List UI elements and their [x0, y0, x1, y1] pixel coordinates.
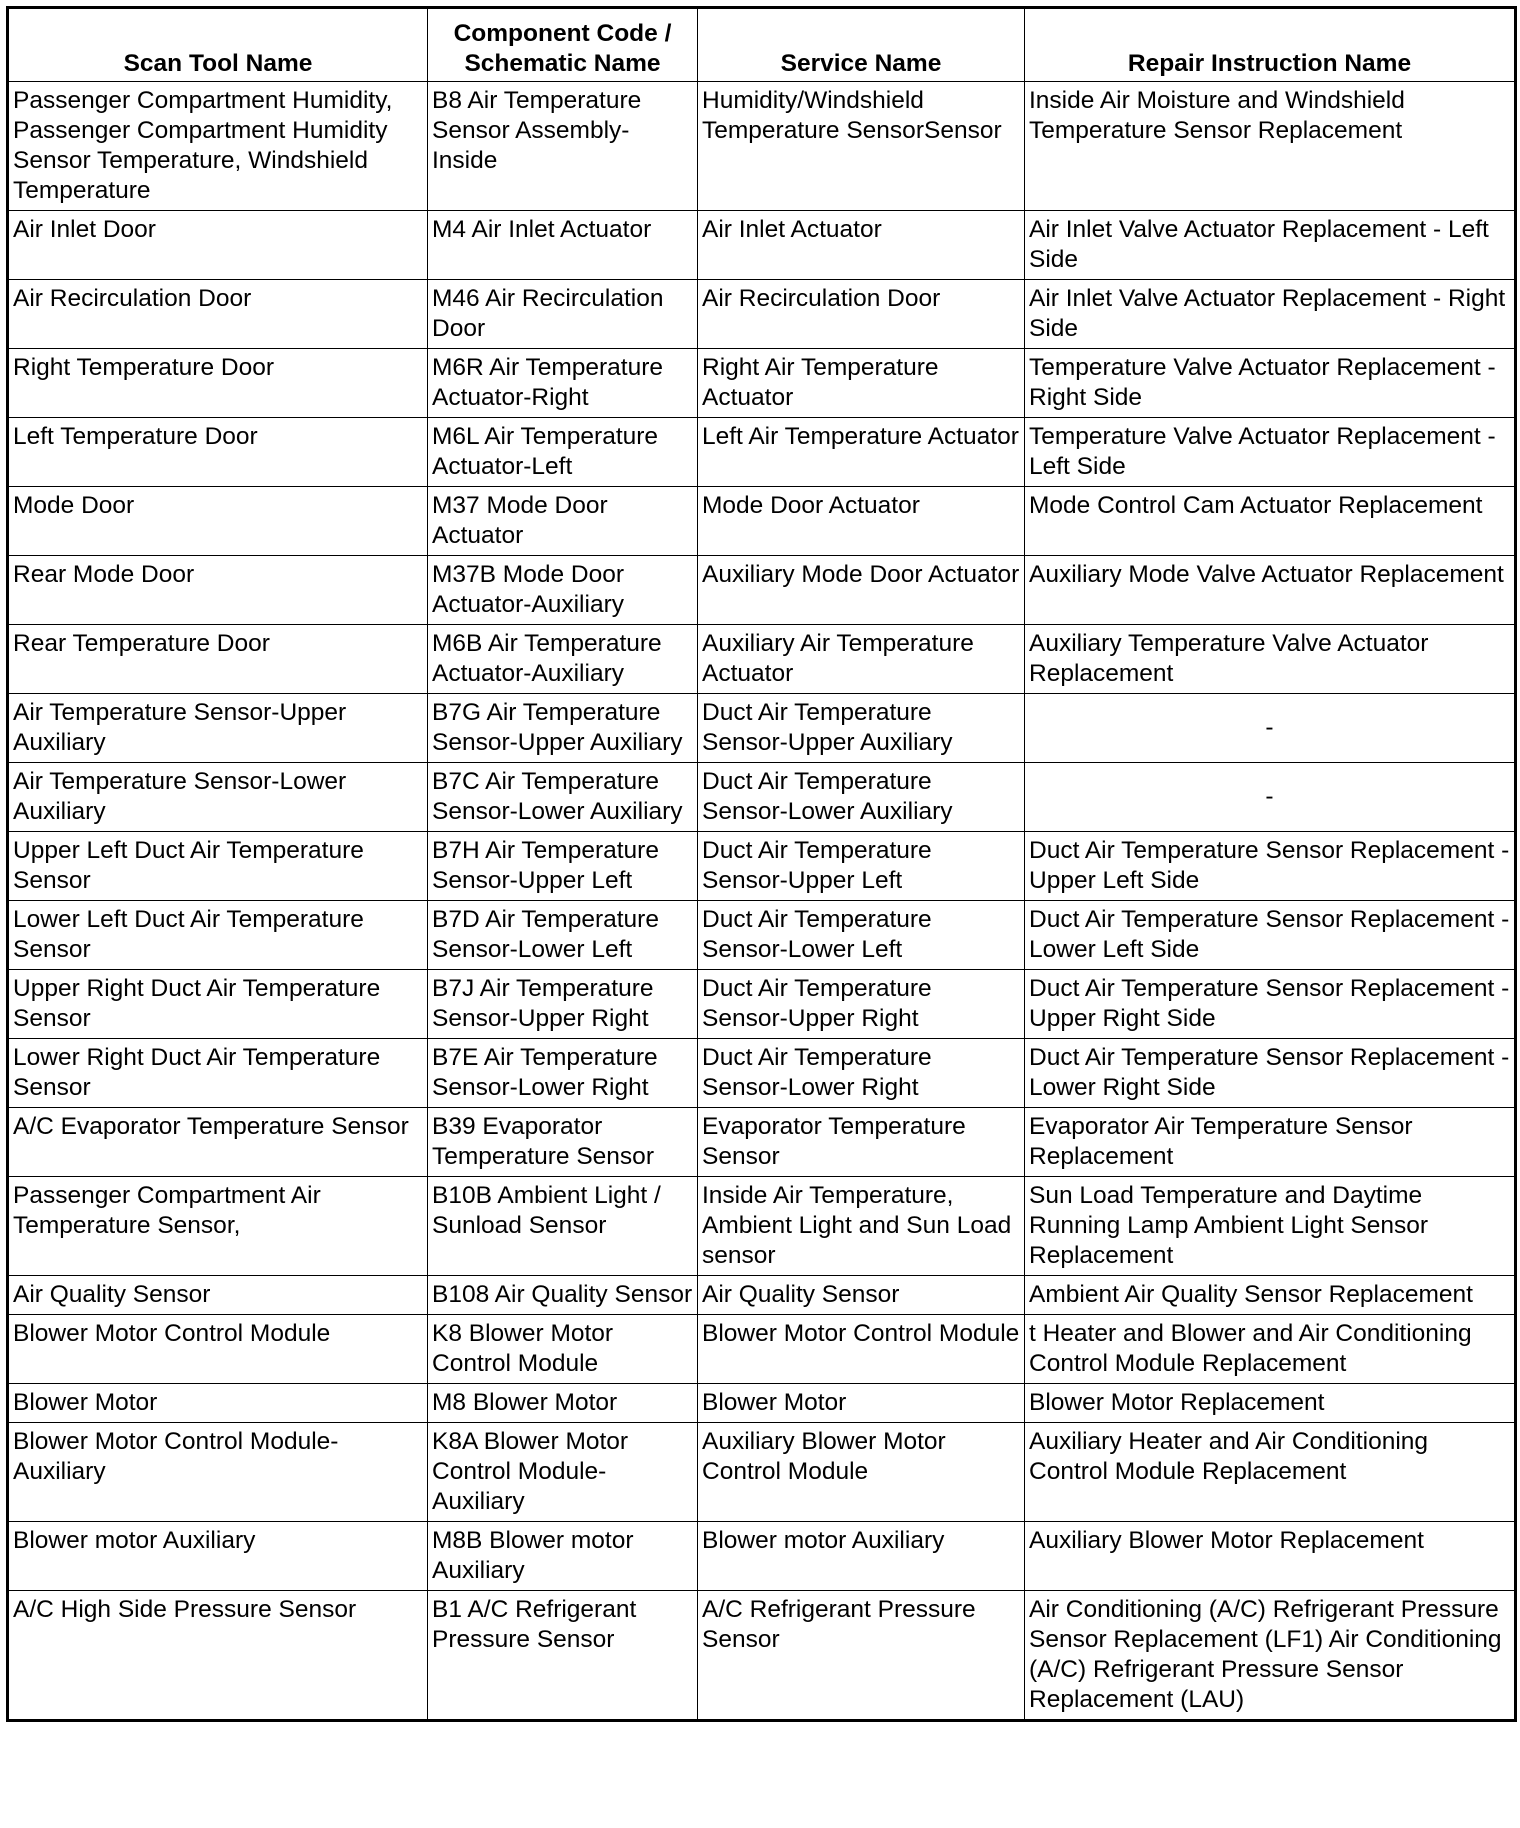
repair-instruction-cell: Auxiliary Mode Valve Actuator Replacement — [1025, 556, 1516, 625]
repair-instruction-cell: Evaporator Air Temperature Sensor Replacement — [1025, 1108, 1516, 1177]
scan-tool-name-cell: Passenger Compartment Air Temperature Sensor, — [8, 1177, 428, 1276]
scan-tool-name-cell: Rear Temperature Door — [8, 625, 428, 694]
component-code-cell: K8 Blower Motor Control Module — [428, 1315, 698, 1384]
scan-tool-name-cell: Blower Motor Control Module — [8, 1315, 428, 1384]
repair-instruction-cell: Auxiliary Temperature Valve Actuator Replacement — [1025, 625, 1516, 694]
component-code-cell: M6R Air Temperature Actuator-Right — [428, 349, 698, 418]
scan-tool-name-cell: Air Quality Sensor — [8, 1276, 428, 1315]
scan-tool-name-cell: Air Temperature Sensor-Lower Auxiliary — [8, 763, 428, 832]
table-row — [8, 1522, 1516, 1591]
scan-tool-name-cell: Lower Right Duct Air Temperature Sensor — [8, 1039, 428, 1108]
component-name-table — [6, 6, 1517, 1722]
component-code-cell: B7E Air Temperature Sensor-Lower Right — [428, 1039, 698, 1108]
table-row — [8, 349, 1516, 418]
service-name-cell: Left Air Temperature Actuator — [698, 418, 1025, 487]
component-code-cell: M37 Mode Door Actuator — [428, 487, 698, 556]
repair-instruction-cell: Air Inlet Valve Actuator Replacement - Left Side — [1025, 211, 1516, 280]
service-name-cell: Blower motor Auxiliary — [698, 1522, 1025, 1591]
repair-instruction-cell: Temperature Valve Actuator Replacement - Right Side — [1025, 349, 1516, 418]
service-name-cell: Auxiliary Blower Motor Control Module — [698, 1423, 1025, 1522]
table-row — [8, 970, 1516, 1039]
service-name-cell: Blower Motor Control Module — [698, 1315, 1025, 1384]
component-code-cell: B7G Air Temperature Sensor-Upper Auxiliary — [428, 694, 698, 763]
scan-tool-name-cell: Upper Left Duct Air Temperature Sensor — [8, 832, 428, 901]
component-code-cell: M6L Air Temperature Actuator-Left — [428, 418, 698, 487]
scan-tool-name-cell: A/C Evaporator Temperature Sensor — [8, 1108, 428, 1177]
service-name-cell: Duct Air Temperature Sensor-Lower Auxiliary — [698, 763, 1025, 832]
repair-instruction-cell: Ambient Air Quality Sensor Replacement — [1025, 1276, 1516, 1315]
repair-instruction-cell: Temperature Valve Actuator Replacement - Left Side — [1025, 418, 1516, 487]
scan-tool-name-cell: Passenger Compartment Humidity, Passenger Compartment Humidity Sensor Temperature, Windshield Temperature — [8, 82, 428, 211]
service-name-cell: Duct Air Temperature Sensor-Upper Auxiliary — [698, 694, 1025, 763]
table-row — [8, 487, 1516, 556]
table-row — [8, 1177, 1516, 1276]
table-row — [8, 418, 1516, 487]
scan-tool-name-cell: A/C High Side Pressure Sensor — [8, 1591, 428, 1721]
table-row — [8, 901, 1516, 970]
service-name-cell: Air Inlet Actuator — [698, 211, 1025, 280]
repair-instruction-cell: t Heater and Blower and Air Conditioning Control Module Replacement — [1025, 1315, 1516, 1384]
component-code-cell: B7H Air Temperature Sensor-Upper Left — [428, 832, 698, 901]
scan-tool-name-cell: Mode Door — [8, 487, 428, 556]
scan-tool-name-cell: Air Inlet Door — [8, 211, 428, 280]
table-row — [8, 556, 1516, 625]
repair-instruction-cell: Blower Motor Replacement — [1025, 1384, 1516, 1423]
scan-tool-name-cell: Rear Mode Door — [8, 556, 428, 625]
table-row — [8, 211, 1516, 280]
header-scan-tool-name: Scan Tool Name — [8, 8, 428, 82]
component-code-cell: M8 Blower Motor — [428, 1384, 698, 1423]
component-code-cell: M4 Air Inlet Actuator — [428, 211, 698, 280]
table-row — [8, 1423, 1516, 1522]
service-name-cell: Inside Air Temperature, Ambient Light and Sun Load sensor — [698, 1177, 1025, 1276]
table-row — [8, 1315, 1516, 1384]
component-code-cell: B10B Ambient Light / Sunload Sensor — [428, 1177, 698, 1276]
scan-tool-name-cell: Blower motor Auxiliary — [8, 1522, 428, 1591]
table-row — [8, 1108, 1516, 1177]
scan-tool-name-cell: Air Recirculation Door — [8, 280, 428, 349]
repair-instruction-cell: Duct Air Temperature Sensor Replacement - Upper Left Side — [1025, 832, 1516, 901]
service-name-cell: Duct Air Temperature Sensor-Lower Left — [698, 901, 1025, 970]
service-name-cell: Evaporator Temperature Sensor — [698, 1108, 1025, 1177]
service-name-cell: Air Quality Sensor — [698, 1276, 1025, 1315]
scan-tool-name-cell: Air Temperature Sensor-Upper Auxiliary — [8, 694, 428, 763]
repair-instruction-cell: Sun Load Temperature and Daytime Running Lamp Ambient Light Sensor Replacement — [1025, 1177, 1516, 1276]
repair-instruction-cell: Duct Air Temperature Sensor Replacement - Upper Right Side — [1025, 970, 1516, 1039]
service-name-cell: Auxiliary Mode Door Actuator — [698, 556, 1025, 625]
table-row — [8, 694, 1516, 763]
component-code-cell: M6B Air Temperature Actuator-Auxiliary — [428, 625, 698, 694]
service-name-cell: Duct Air Temperature Sensor-Upper Right — [698, 970, 1025, 1039]
component-code-cell: B7C Air Temperature Sensor-Lower Auxiliary — [428, 763, 698, 832]
scan-tool-name-cell: Right Temperature Door — [8, 349, 428, 418]
table-row — [8, 1039, 1516, 1108]
header-service-name: Service Name — [698, 8, 1025, 82]
header-row — [8, 8, 1516, 82]
service-name-cell: Auxiliary Air Temperature Actuator — [698, 625, 1025, 694]
table-row — [8, 1384, 1516, 1423]
repair-instruction-cell: Duct Air Temperature Sensor Replacement - Lower Right Side — [1025, 1039, 1516, 1108]
header-component-code: Component Code / Schematic Name — [428, 8, 698, 82]
service-name-cell: Right Air Temperature Actuator — [698, 349, 1025, 418]
component-code-cell: B7D Air Temperature Sensor-Lower Left — [428, 901, 698, 970]
repair-instruction-cell: Duct Air Temperature Sensor Replacement - Lower Left Side — [1025, 901, 1516, 970]
scan-tool-name-cell: Blower Motor — [8, 1384, 428, 1423]
table-row — [8, 82, 1516, 211]
component-code-cell: B39 Evaporator Temperature Sensor — [428, 1108, 698, 1177]
component-code-cell: M8B Blower motor Auxiliary — [428, 1522, 698, 1591]
component-code-cell: K8A Blower Motor Control Module-Auxiliary — [428, 1423, 698, 1522]
header-repair-instruction-name: Repair Instruction Name — [1025, 8, 1516, 82]
service-name-cell: Duct Air Temperature Sensor-Lower Right — [698, 1039, 1025, 1108]
repair-instruction-cell: Inside Air Moisture and Windshield Temperature Sensor Replacement — [1025, 82, 1516, 211]
table-row — [8, 280, 1516, 349]
service-name-cell: Mode Door Actuator — [698, 487, 1025, 556]
repair-instruction-cell: - — [1025, 763, 1516, 832]
service-name-cell: Air Recirculation Door — [698, 280, 1025, 349]
component-code-cell: M46 Air Recirculation Door — [428, 280, 698, 349]
component-code-cell: M37B Mode Door Actuator-Auxiliary — [428, 556, 698, 625]
service-name-cell: Blower Motor — [698, 1384, 1025, 1423]
service-name-cell: A/C Refrigerant Pressure Sensor — [698, 1591, 1025, 1721]
repair-instruction-cell: Air Conditioning (A/C) Refrigerant Pressure Sensor Replacement (LF1) Air Conditioning (A/C) Refrigerant Pressure Sensor Replacement (LAU) — [1025, 1591, 1516, 1721]
service-name-cell: Humidity/Windshield Temperature SensorSensor — [698, 82, 1025, 211]
repair-instruction-cell: Auxiliary Heater and Air Conditioning Control Module Replacement — [1025, 1423, 1516, 1522]
repair-instruction-cell: Air Inlet Valve Actuator Replacement - Right Side — [1025, 280, 1516, 349]
service-name-cell: Duct Air Temperature Sensor-Upper Left — [698, 832, 1025, 901]
component-code-cell: B7J Air Temperature Sensor-Upper Right — [428, 970, 698, 1039]
repair-instruction-cell: Auxiliary Blower Motor Replacement — [1025, 1522, 1516, 1591]
table-row — [8, 625, 1516, 694]
scan-tool-name-cell: Blower Motor Control Module-Auxiliary — [8, 1423, 428, 1522]
table-row — [8, 1276, 1516, 1315]
table-row — [8, 763, 1516, 832]
table-row — [8, 1591, 1516, 1721]
table-row — [8, 832, 1516, 901]
component-code-cell: B8 Air Temperature Sensor Assembly-Inside — [428, 82, 698, 211]
component-code-cell: B1 A/C Refrigerant Pressure Sensor — [428, 1591, 698, 1721]
scan-tool-name-cell: Left Temperature Door — [8, 418, 428, 487]
scan-tool-name-cell: Lower Left Duct Air Temperature Sensor — [8, 901, 428, 970]
component-code-cell: B108 Air Quality Sensor — [428, 1276, 698, 1315]
repair-instruction-cell: - — [1025, 694, 1516, 763]
repair-instruction-cell: Mode Control Cam Actuator Replacement — [1025, 487, 1516, 556]
scan-tool-name-cell: Upper Right Duct Air Temperature Sensor — [8, 970, 428, 1039]
